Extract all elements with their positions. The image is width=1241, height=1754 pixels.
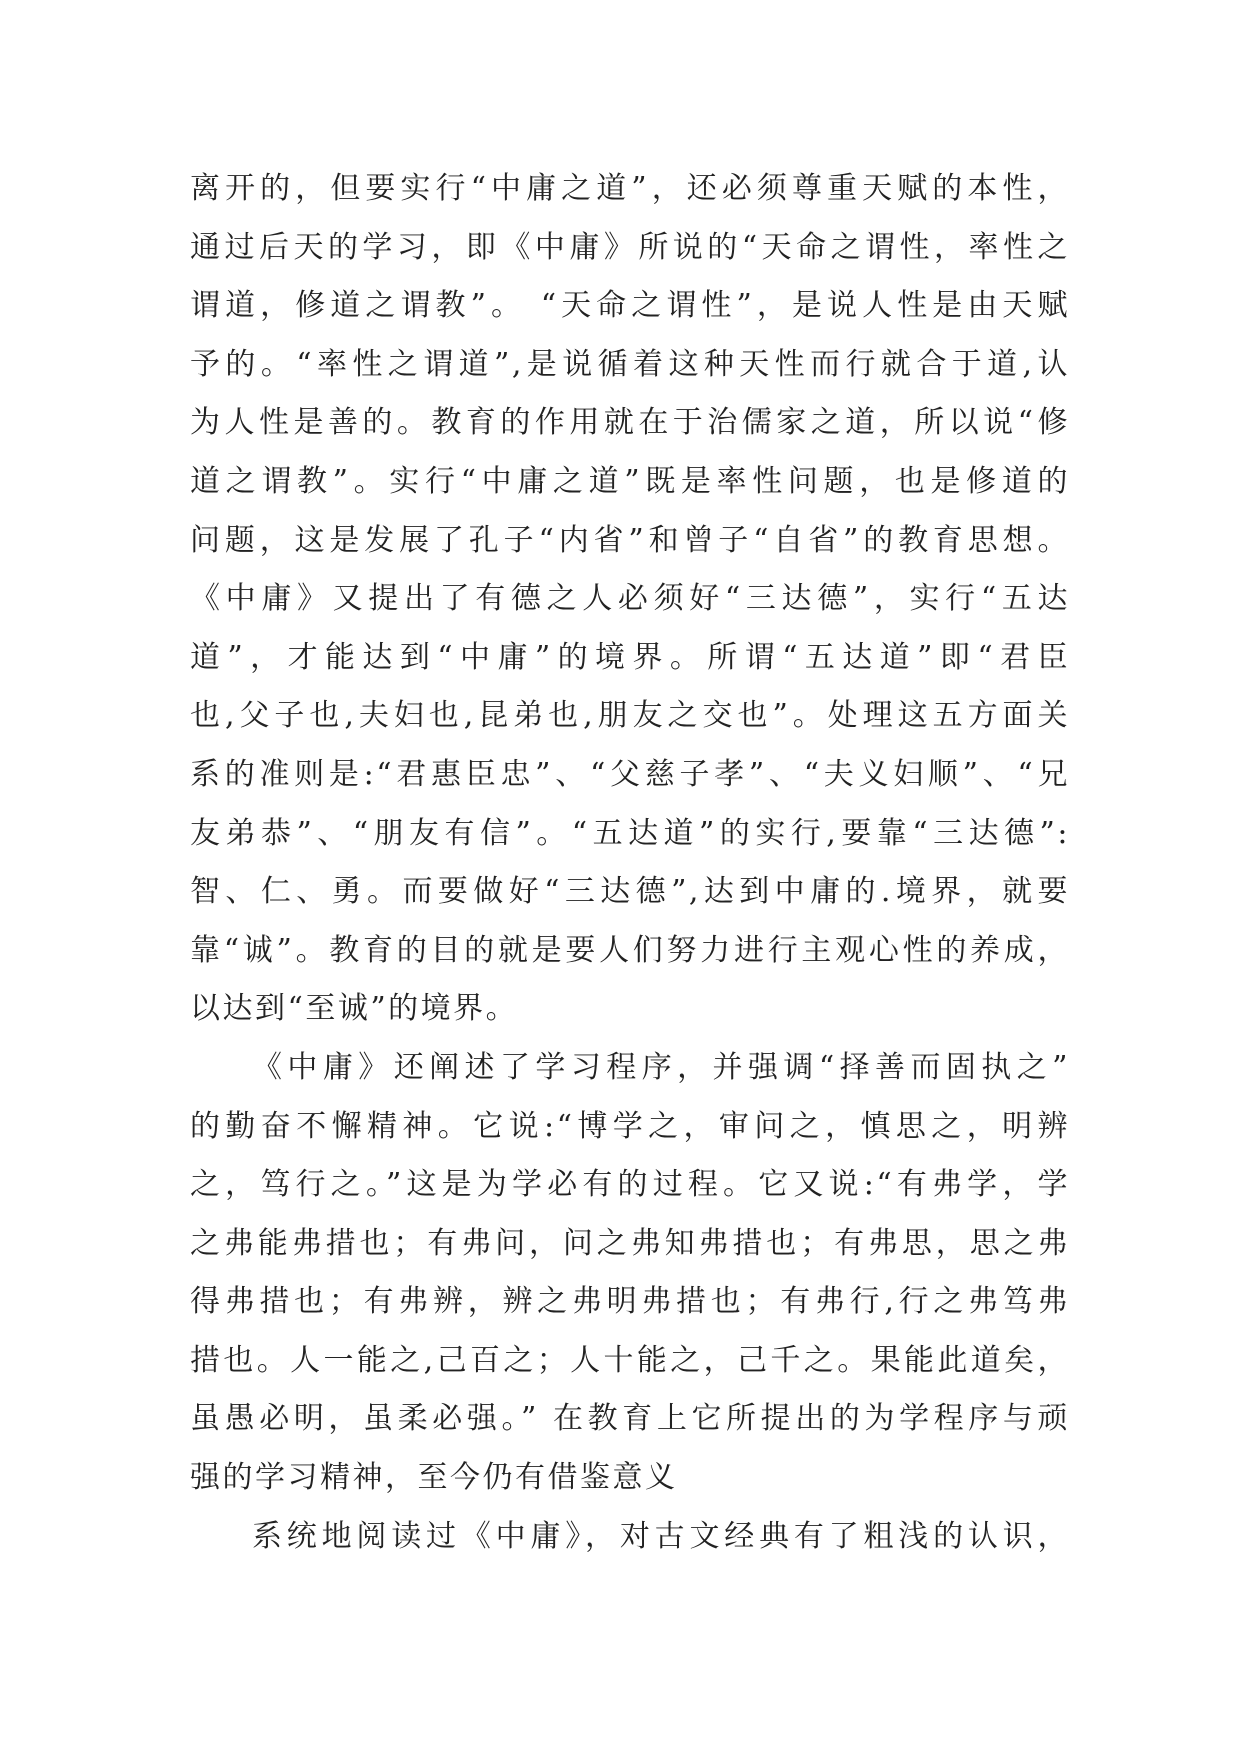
text-line: 问题，这是发展了孔子“内省”和曾子“自省”的教育思想。 (190, 522, 1070, 558)
text-line: 靠“诚”。教育的目的就是要人们努力进行主观心性的养成， (190, 932, 1070, 968)
text-line: 系统地阅读过《中庸》，对古文经典有了粗浅的认识， (252, 1518, 1070, 1554)
body-text (190, 160, 1070, 1566)
text-line: 智、仁、勇。而要做好“三达德”,达到中庸的.境界，就要 (190, 874, 1070, 910)
text-line: 的勤奋不懈精神。它说:“博学之，审问之，慎思之，明辨 (190, 1108, 1070, 1144)
text-line: 强的学习精神，至今仍有借鉴意义 (190, 1460, 678, 1496)
text-line: 措也。人一能之,己百之；人十能之，己千之。果能此道矣， (190, 1342, 1070, 1378)
text-line: 《中庸》还阐述了学习程序，并强调“择善而固执之” (252, 1049, 1070, 1085)
text-line: 以达到“至诚”的境界。 (190, 991, 519, 1027)
text-line: 系的准则是:“君惠臣忠”、“父慈子孝”、“夫义妇顺”、“兄 (190, 756, 1070, 792)
text-line: 道之谓教”。实行“中庸之道”既是率性问题，也是修道的 (190, 463, 1070, 499)
text-line: 之，笃行之。”这是为学必有的过程。它又说:“有弗学，学 (190, 1167, 1070, 1203)
text-line: 得弗措也；有弗辨，辨之弗明弗措也；有弗行,行之弗笃弗 (190, 1284, 1070, 1320)
paragraph-3 (190, 1508, 1070, 1567)
text-line: 《中庸》又提出了有德之人必须好“三达德”，实行“五达 (190, 581, 1070, 617)
text-line: 为人性是善的。教育的作用就在于治儒家之道，所以说“修 (190, 405, 1070, 441)
text-line: 谓道，修道之谓教”。 “天命之谓性”，是说人性是由天赋 (190, 288, 1070, 324)
text-line: 虽愚必明，虽柔必强。” 在教育上它所提出的为学程序与顽 (190, 1401, 1070, 1437)
text-line: 予的。“率性之谓道”,是说循着这种天性而行就合于道,认 (190, 346, 1070, 382)
paragraph-1 (190, 160, 1070, 1039)
text-line: 友弟恭”、“朋友有信”。“五达道”的实行,要靠“三达德”: (190, 815, 1070, 851)
text-line: 通过后天的学习，即《中庸》所说的“天命之谓性，率性之 (190, 229, 1070, 265)
text-line: 离开的，但要实行“中庸之道”，还必须尊重天赋的本性， (190, 171, 1070, 206)
text-line: 也,父子也,夫妇也,昆弟也,朋友之交也”。处理这五方面关 (190, 698, 1070, 734)
text-line: 道”，才能达到“中庸”的境界。所谓“五达道”即“君臣 (190, 639, 1070, 675)
paragraph-2 (190, 1039, 1070, 1508)
text-line: 之弗能弗措也；有弗问，问之弗知弗措也；有弗思，思之弗 (190, 1225, 1070, 1261)
